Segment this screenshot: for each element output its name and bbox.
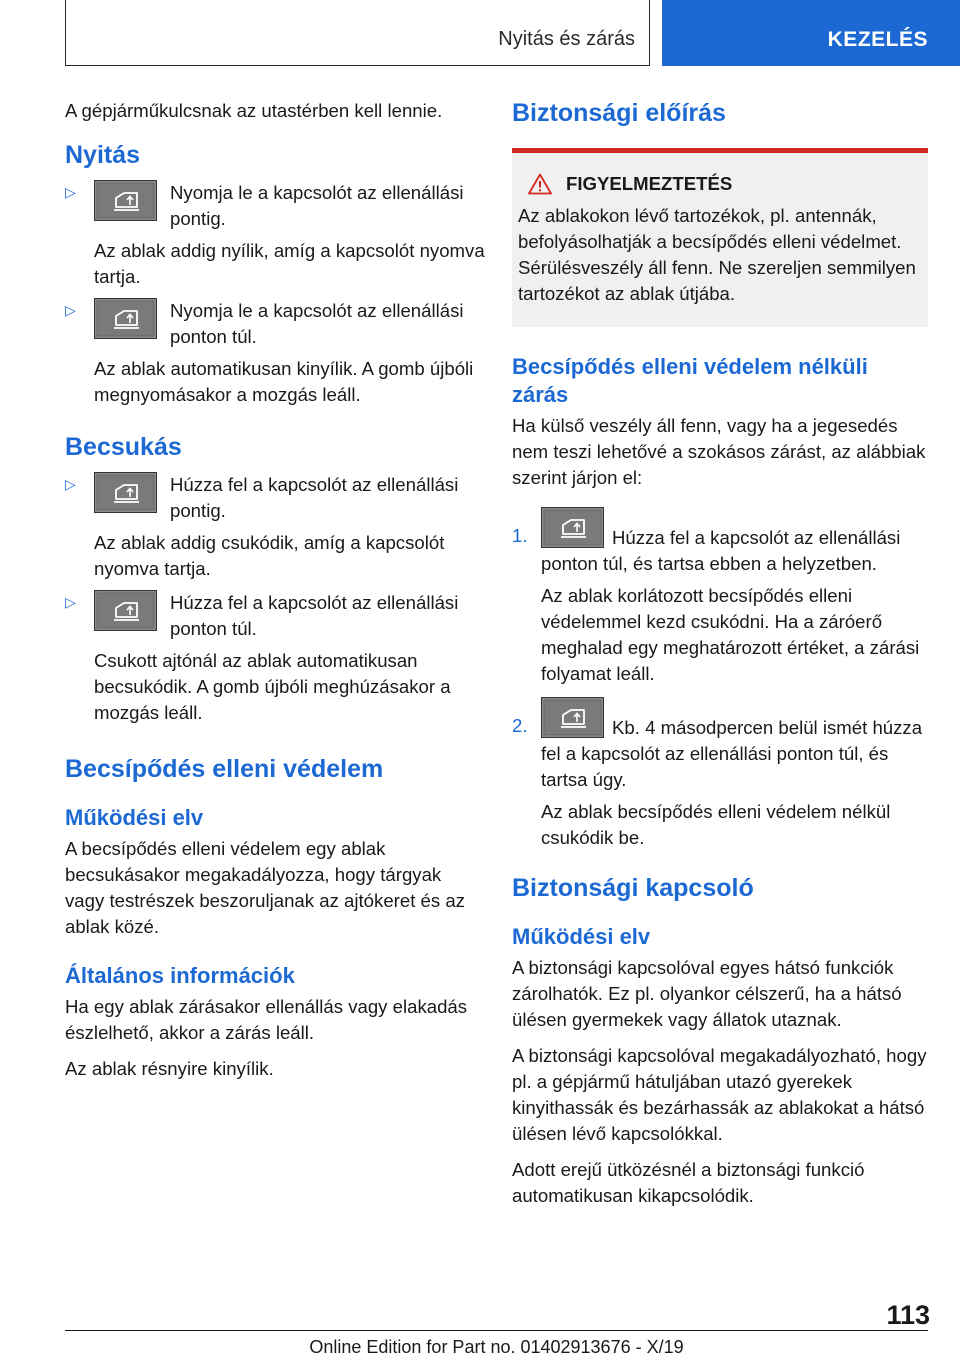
step-result: Az ablak addig nyílik, amíg a kapcsolót nyomva tartja. xyxy=(94,240,485,287)
step-number: 2. xyxy=(512,715,528,736)
step-result: Az ablak automatikusan kinyílik. A gomb újbóli megnyomásakor a mozgás leáll. xyxy=(94,358,474,405)
general-info-heading: Általános információk xyxy=(65,963,295,988)
safety-switch-text-1: A biztonsági kapcsolóval egyes hátsó funkciók zárolhatók. Ez pl. olyankor célszerű, ha a hátsó ülésen gyermekek vagy állatok utaznak. xyxy=(512,957,902,1030)
opening-step-1 xyxy=(65,180,485,290)
step-instruction xyxy=(541,507,928,577)
footer-edition: Online Edition for Part no. 01402913676 - X/19 xyxy=(309,1337,684,1357)
no-pinch-step-1 xyxy=(512,507,928,687)
chapter-tab xyxy=(65,0,650,66)
safety-switch-text-3: Adott erejű ütközésnél a biztonsági funkció automatikusan kikapcsolódik. xyxy=(512,1159,865,1206)
section-title: KEZELÉS xyxy=(827,28,928,51)
triangle-bullet-icon: ▷ xyxy=(65,476,76,492)
safety-switch-text-2: A biztonsági kapcsolóval megakadályozható, hogy pl. a gépjármű hátuljában utazó gyerekek kinyithassák és bezárhassák az ablakokat a hátsó ülésen lévő kapcsolókkal. xyxy=(512,1045,927,1144)
no-pinch-step-2 xyxy=(512,697,928,851)
step-instruction: Nyomja le a kapcsolót az ellenállási pontig. xyxy=(170,182,464,229)
step-instruction-text: Kb. 4 másodpercen belül ismét húzza fel a kapcsolót az ellenállási ponton túl, és tartsa úgy. xyxy=(541,717,923,790)
step-instruction xyxy=(541,697,928,793)
page-number: 113 xyxy=(886,1300,930,1330)
step-result: Az ablak korlátozott becsípődés elleni védelemmel kezd csukódni. Ha a záróerő meghalad egy meghatározott értéket, a zárási folyamat leáll. xyxy=(541,585,920,684)
pinch-principle-text: A becsípődés elleni védelem egy ablak becsukásakor megakadályozza, hogy tárgyak vagy testrészek beszoruljanak az ajtókeret és az ablak közé. xyxy=(65,838,465,937)
warning-title-text: FIGYELMEZTETÉS xyxy=(566,173,733,194)
warning-text: Az ablakokon lévő tartozékok, pl. antennák, befolyásolhatják a becsípődés elleni védelmet. Sérülésveszély áll fenn. Ne szereljen semmilyen tartozékot az ablak útjába. xyxy=(518,205,916,304)
pinch-heading: Becsípődés elleni védelem xyxy=(65,755,384,783)
triangle-bullet-icon: ▷ xyxy=(65,184,76,200)
step-instruction: Húzza fel a kapcsolót az ellenállási ponton túl. xyxy=(170,592,459,639)
closing-step-1 xyxy=(65,472,485,582)
pinch-principle-heading: Működési elv xyxy=(65,805,204,830)
right-column xyxy=(512,98,928,1219)
step-result: Az ablak becsípődés elleni védelem nélkül csukódik be. xyxy=(541,801,891,848)
section-tab xyxy=(662,0,960,66)
chapter-title: Nyitás és zárás xyxy=(498,28,635,50)
step-instruction: Nyomja le a kapcsolót az ellenállási ponton túl. xyxy=(170,300,464,347)
warning-triangle-icon xyxy=(528,173,552,195)
no-pinch-intro: Ha külső veszély áll fenn, vagy ha a jegesedés nem teszi lehetővé a szokásos zárást, az alábbiak szerint járjon el: xyxy=(512,415,926,488)
general-info-text-1: Ha egy ablak zárásakor ellenállás vagy elakadás észlelhető, akkor a zárás leáll. xyxy=(65,996,468,1043)
general-info-text-2: Az ablak résnyire kinyílik. xyxy=(65,1058,274,1079)
intro-text: A gépjárműkulcsnak az utastérben kell lennie. xyxy=(65,100,443,121)
window-switch-icon xyxy=(94,472,157,513)
no-pinch-heading: Becsípődés elleni védelem nélküli zárás xyxy=(512,354,868,407)
window-switch-icon xyxy=(94,180,157,221)
footer-divider xyxy=(65,1330,928,1331)
step-number: 1. xyxy=(512,525,528,546)
opening-heading: Nyitás xyxy=(65,141,141,169)
page-header xyxy=(0,0,960,66)
opening-step-2 xyxy=(65,298,485,408)
safety-switch-principle-heading: Működési elv xyxy=(512,924,651,949)
triangle-bullet-icon: ▷ xyxy=(65,594,76,610)
step-result: Csukott ajtónál az ablak automatikusan becsukódik. A gomb újbóli meghúzásakor a mozgás leáll. xyxy=(94,650,451,723)
closing-heading: Becsukás xyxy=(65,433,182,461)
triangle-bullet-icon: ▷ xyxy=(65,302,76,318)
step-instruction: Húzza fel a kapcsolót az ellenállási pontig. xyxy=(170,474,459,521)
step-result: Az ablak addig csukódik, amíg a kapcsolót nyomva tartja. xyxy=(94,532,445,579)
window-switch-icon xyxy=(541,507,604,548)
window-switch-icon xyxy=(541,697,604,738)
warning-title xyxy=(522,173,922,195)
warning-box xyxy=(512,148,928,327)
window-switch-icon xyxy=(94,590,157,631)
window-switch-icon xyxy=(94,298,157,339)
closing-step-2 xyxy=(65,590,485,726)
safety-switch-heading: Biztonsági kapcsoló xyxy=(512,874,754,902)
step-instruction-text: Húzza fel a kapcsolót az ellenállási ponton túl, és tartsa ebben a helyzetben. xyxy=(541,527,901,574)
safety-heading: Biztonsági előírás xyxy=(512,99,726,127)
left-column xyxy=(65,98,485,1092)
